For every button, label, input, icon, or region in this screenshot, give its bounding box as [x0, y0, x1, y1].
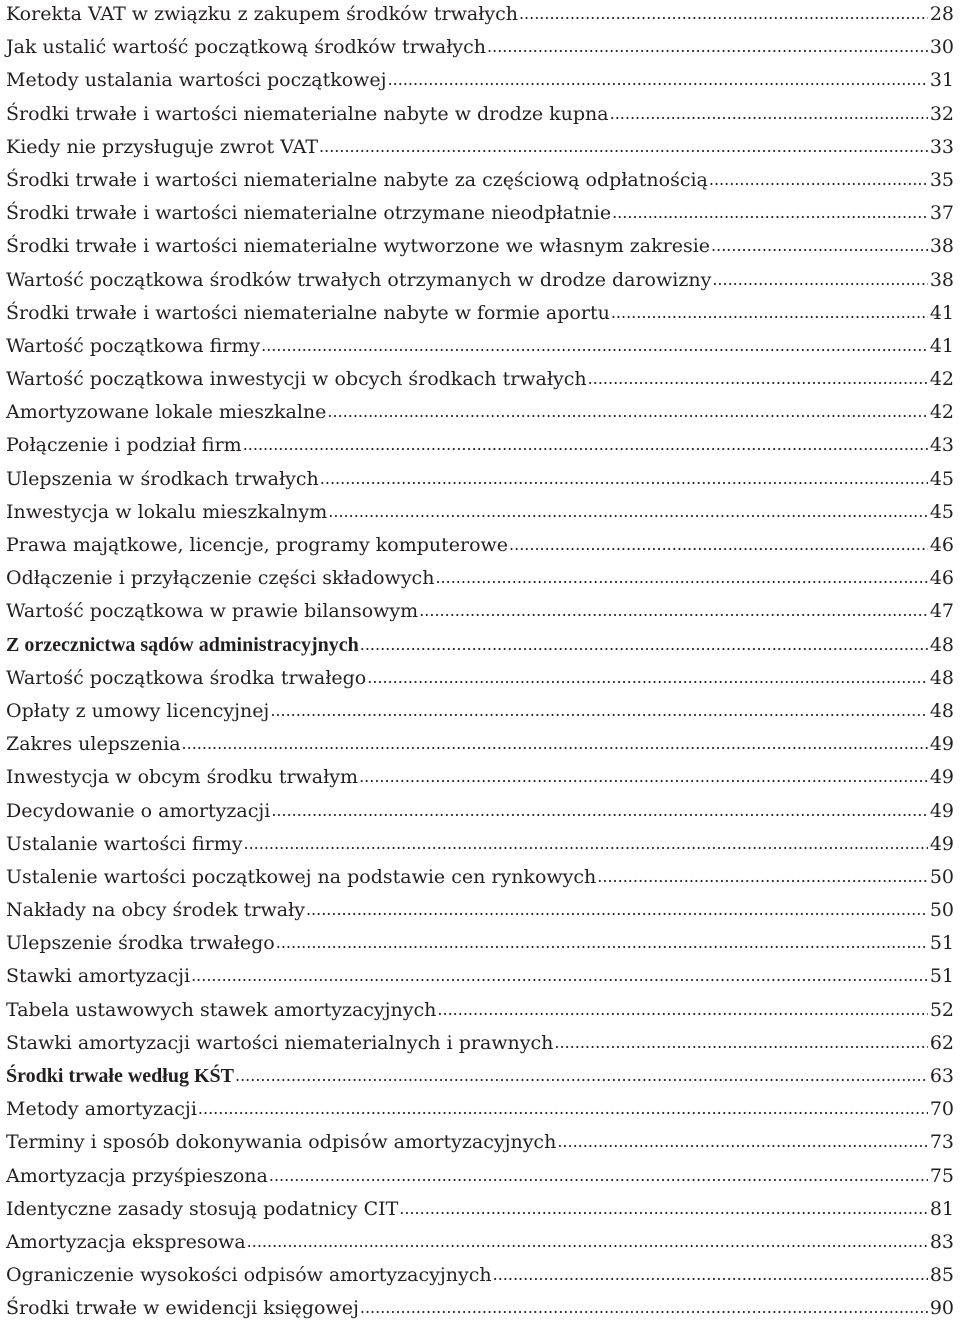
toc-entry-page-number: 48	[929, 699, 954, 722]
toc-entry-title: Środki trwałe i wartości niematerialne otrzymane nieodpłatnie	[6, 202, 612, 225]
toc-entry[interactable]	[6, 1128, 954, 1161]
toc-entry-page-number: 73	[929, 1131, 954, 1154]
toc-entry[interactable]	[6, 166, 954, 199]
dot-leader	[328, 497, 928, 526]
toc-entry[interactable]	[6, 398, 954, 431]
toc-entry[interactable]	[6, 697, 954, 730]
toc-entry-page-number: 49	[929, 733, 954, 756]
toc-entry-title: Terminy i sposób dokonywania odpisów amortyzacyjnych	[6, 1131, 557, 1154]
dot-leader	[437, 995, 927, 1024]
dot-leader	[610, 99, 928, 128]
toc-entry-title: Prawa majątkowe, licencje, programy komputerowe	[6, 534, 509, 556]
dot-leader	[247, 1227, 928, 1256]
toc-entry-page-number: 28	[929, 3, 954, 25]
toc-entry[interactable]	[6, 564, 954, 597]
toc-entry-page-number: 49	[929, 799, 954, 822]
toc-entry-title: Stawki amortyzacji wartości niematerialnych i prawnych	[6, 1031, 554, 1054]
toc-entry-page-number: 50	[929, 865, 954, 888]
toc-entry-title: Wartość początkowa inwestycji w obcych środkach trwałych	[6, 368, 587, 391]
toc-entry-page-number: 52	[929, 998, 954, 1021]
toc-entry-title: Ulepszenia w środkach trwałych	[6, 467, 319, 490]
toc-entry[interactable]	[6, 962, 954, 995]
toc-entry-title: Metody amortyzacji	[6, 1098, 197, 1121]
toc-entry-page-number: 43	[929, 434, 954, 457]
toc-entry-title: Środki trwałe i wartości niematerialne nabyte w drodze kupna	[6, 102, 609, 125]
dot-leader	[557, 1127, 928, 1156]
toc-entry[interactable]	[6, 1228, 954, 1261]
toc-entry-page-number: 90	[929, 1297, 954, 1320]
toc-entry-page-number: 47	[929, 600, 954, 623]
toc-entry-title: Wartość początkowa środków trwałych otrzymanych w drodze darowizny	[6, 268, 712, 291]
toc-entry[interactable]	[6, 1062, 954, 1095]
toc-entry-title: Ustalanie wartości firmy	[6, 832, 243, 855]
dot-leader	[709, 165, 928, 194]
toc-entry[interactable]	[6, 929, 954, 962]
toc-entry-page-number: 41	[929, 301, 954, 324]
toc-entry-page-number: 75	[929, 1164, 954, 1187]
dot-leader	[276, 928, 928, 957]
toc-entry[interactable]	[6, 1162, 954, 1195]
toc-entry[interactable]	[6, 199, 954, 232]
toc-entry-title: Połączenie i podział firm	[6, 434, 242, 457]
dot-leader	[611, 298, 928, 327]
toc-entry[interactable]	[6, 797, 954, 830]
toc-entry[interactable]	[6, 763, 954, 796]
toc-entry-title: Jak ustalić wartość początkową środków trwałych	[6, 36, 487, 59]
dot-leader	[327, 397, 927, 426]
toc-entry[interactable]	[6, 1029, 954, 1062]
toc-entry-title: Ograniczenie wysokości odpisów amortyzacyjnych	[6, 1264, 492, 1287]
toc-entry-title: Zakres ulepszenia	[6, 733, 181, 756]
toc-entry-title: Środki trwałe i wartości niematerialne wytworzone we własnym zakresie	[6, 235, 711, 258]
toc-entry-page-number: 31	[929, 69, 954, 92]
toc-entry[interactable]	[6, 465, 954, 498]
dot-leader	[319, 132, 928, 161]
toc-entry-page-number: 42	[929, 368, 954, 391]
toc-entry-page-number: 70	[929, 1098, 954, 1121]
table-of-contents	[6, 0, 954, 1328]
toc-entry[interactable]	[6, 133, 954, 166]
toc-entry[interactable]	[6, 100, 954, 133]
toc-entry[interactable]	[6, 1095, 954, 1128]
toc-entry-title: Wartość początkowa środka trwałego	[6, 666, 367, 689]
toc-entry-page-number: 49	[929, 832, 954, 855]
dot-leader	[359, 762, 928, 791]
toc-entry-title: Nakłady na obcy środek trwały	[6, 899, 305, 922]
toc-entry-page-number: 38	[929, 268, 954, 291]
dot-leader	[182, 729, 928, 758]
dot-leader	[367, 663, 928, 692]
toc-entry[interactable]	[6, 863, 954, 896]
toc-entry-page-number: 46	[929, 567, 954, 590]
toc-entry-title: Kiedy nie przysługuje zwrot VAT	[6, 135, 319, 158]
toc-entry-title: Amortyzowane lokale mieszkalne	[6, 401, 327, 424]
toc-entry[interactable]	[6, 365, 954, 398]
dot-leader	[320, 464, 928, 493]
toc-entry-page-number: 35	[929, 168, 954, 191]
dot-leader	[306, 895, 928, 924]
dot-leader	[493, 1260, 928, 1289]
toc-entry-page-number: 83	[929, 1230, 954, 1253]
toc-entry-title: Identyczne zasady stosują podatnicy CIT	[6, 1197, 399, 1220]
dot-leader	[612, 198, 928, 227]
dot-leader	[235, 1061, 928, 1090]
dot-leader	[388, 65, 928, 94]
toc-entry-title: Wartość początkowa w prawie bilansowym	[6, 600, 419, 623]
dot-leader	[270, 696, 927, 725]
toc-entry[interactable]	[6, 299, 954, 332]
toc-entry[interactable]	[6, 66, 954, 99]
toc-entry-page-number: 41	[929, 334, 954, 357]
toc-entry-page-number: 32	[929, 102, 954, 125]
toc-entry[interactable]	[6, 896, 954, 929]
toc-entry-page-number: 62	[929, 1031, 954, 1054]
toc-entry[interactable]	[6, 664, 954, 697]
toc-entry-title: Wartość początkowa firmy	[6, 334, 261, 357]
toc-entry-title: Amortyzacja ekspresowa	[6, 1230, 246, 1253]
toc-entry-page-number: 81	[929, 1197, 954, 1220]
toc-entry-page-number: 50	[929, 899, 954, 922]
toc-entry-title: Ustalenie wartości początkowej na podstawie cen rynkowych	[6, 865, 597, 888]
toc-entry-title: Opłaty z umowy licencyjnej	[6, 699, 270, 722]
dot-leader	[261, 331, 928, 360]
toc-entry[interactable]	[6, 33, 954, 66]
dot-leader	[554, 1028, 927, 1057]
toc-entry-title: Stawki amortyzacji	[6, 965, 191, 988]
dot-leader	[244, 829, 928, 858]
toc-entry-title: Z orzecznictwa sądów administracyjnych	[6, 633, 359, 656]
toc-entry-title: Środki trwałe w ewidencji księgowej	[6, 1297, 359, 1320]
toc-entry[interactable]	[6, 431, 954, 464]
dot-leader	[519, 0, 928, 28]
toc-entry-title: Odłączenie i przyłączenie części składowych	[6, 567, 435, 590]
toc-entry[interactable]	[6, 730, 954, 763]
toc-entry-title: Ulepszenie środka trwałego	[6, 932, 275, 955]
dot-leader	[198, 1094, 928, 1123]
dot-leader	[509, 530, 928, 559]
dot-leader	[487, 32, 928, 61]
toc-entry-page-number: 42	[929, 401, 954, 424]
toc-entry[interactable]	[6, 830, 954, 863]
toc-entry-title: Inwestycja w lokalu mieszkalnym	[6, 500, 328, 523]
toc-entry[interactable]	[6, 232, 954, 265]
toc-entry-page-number: 51	[929, 932, 954, 955]
dot-leader	[711, 231, 928, 260]
toc-entry-title: Środki trwałe i wartości niematerialne nabyte za częściową odpłatnością	[6, 168, 708, 191]
toc-entry-page-number: 38	[929, 235, 954, 258]
toc-entry-title: Inwestycja w obcym środku trwałym	[6, 766, 359, 789]
toc-entry[interactable]	[6, 597, 954, 630]
toc-entry[interactable]	[6, 332, 954, 365]
dot-leader	[243, 430, 928, 459]
toc-entry-page-number: 48	[929, 666, 954, 689]
dot-leader	[269, 1161, 928, 1190]
dot-leader	[712, 265, 928, 294]
toc-entry-page-number: 48	[929, 633, 954, 656]
toc-entry[interactable]	[6, 266, 954, 299]
toc-entry-page-number: 46	[929, 534, 954, 556]
toc-entry-title: Tabela ustawowych stawek amortyzacyjnych	[6, 998, 437, 1021]
dot-leader	[588, 364, 928, 393]
toc-entry[interactable]	[6, 996, 954, 1029]
toc-entry[interactable]	[6, 1261, 954, 1294]
toc-entry-page-number: 45	[929, 467, 954, 490]
dot-leader	[399, 1194, 928, 1223]
toc-entry-title: Decydowanie o amortyzacji	[6, 799, 271, 822]
toc-entry-title: Metody ustalania wartości początkowej	[6, 69, 387, 92]
dot-leader	[435, 563, 927, 592]
dot-leader	[597, 862, 928, 891]
toc-entry-title: Środki trwałe i wartości niematerialne nabyte w formie aportu	[6, 301, 610, 324]
toc-entry[interactable]	[6, 531, 954, 564]
dot-leader	[360, 630, 928, 659]
dot-leader	[271, 796, 928, 825]
toc-entry-page-number: 51	[929, 965, 954, 988]
toc-entry-title: Środki trwałe według KŚT	[6, 1065, 234, 1087]
toc-entry-title: Amortyzacja przyśpieszona	[6, 1164, 268, 1187]
toc-entry-page-number: 37	[929, 202, 954, 225]
toc-entry[interactable]	[6, 1294, 954, 1327]
toc-entry[interactable]	[6, 498, 954, 531]
toc-entry-page-number: 49	[929, 766, 954, 789]
toc-entry-page-number: 63	[929, 1065, 954, 1087]
toc-entry[interactable]	[6, 631, 954, 664]
toc-entry-page-number: 45	[929, 500, 954, 523]
toc-entry-page-number: 33	[929, 135, 954, 158]
toc-entry-title: Korekta VAT w związku z zakupem środków trwałych	[6, 3, 518, 25]
toc-entry-page-number: 30	[929, 36, 954, 59]
toc-entry-page-number: 85	[929, 1264, 954, 1287]
toc-entry[interactable]	[6, 1195, 954, 1228]
toc-entry[interactable]	[6, 0, 954, 33]
dot-leader	[360, 1293, 928, 1322]
dot-leader	[419, 596, 928, 625]
dot-leader	[191, 961, 928, 990]
